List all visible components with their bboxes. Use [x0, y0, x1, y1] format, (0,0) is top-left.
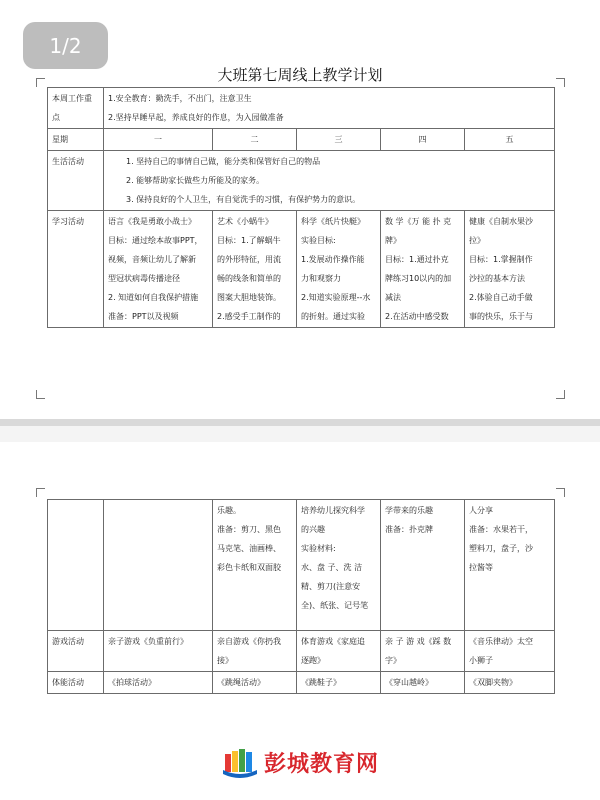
weekday-header-row — [48, 129, 555, 151]
game-line: 逐跑》 — [301, 656, 325, 665]
study-line: 艺术《小蜗牛》 — [217, 217, 273, 226]
study-cell-tue-cont — [213, 500, 297, 631]
life-activity-label: 生活活动 — [48, 151, 104, 211]
focus-line: 2.坚持早睡早起，养成良好的作息，为入园做准备 — [108, 113, 284, 122]
study-line: 沙拉的基本方法 — [469, 274, 525, 283]
study-line: 目标：1.通过扑克 — [385, 255, 449, 264]
study-activity-row-continued — [48, 500, 555, 631]
physical-activity-row — [48, 672, 555, 694]
study-line: 目标：1.了解蜗牛 — [217, 236, 281, 245]
focus-line: 1.安全教育：勤洗手，不出门，注意卫生 — [108, 94, 252, 103]
study-cell-thu — [381, 211, 465, 328]
game-line: 亲子游戏《负重前行》 — [108, 637, 188, 646]
physical-cell-fri: 《双脚夹物》 — [465, 672, 555, 694]
weekday-thu: 四 — [381, 129, 465, 151]
study-cell-tue — [213, 211, 297, 328]
study-cell-wed-cont — [297, 500, 381, 631]
study-line: 2.在活动中感受数 — [385, 312, 449, 321]
physical-cell-mon: 《拍球活动》 — [104, 672, 213, 694]
game-line: 体育游戏《家庭追 — [301, 637, 365, 646]
physical-cell-wed: 《跳鞋子》 — [297, 672, 381, 694]
study-line: 人分享 — [469, 506, 493, 515]
books-logo-icon — [222, 746, 258, 778]
game-cell-tue — [213, 631, 297, 672]
document-title: 大班第七周线上教学计划 — [217, 66, 383, 84]
weekday-fri: 五 — [465, 129, 555, 151]
life-line: 2. 能够帮助家长做些力所能及的家务。 — [126, 176, 265, 185]
page-indicator: 1/2 — [23, 22, 108, 69]
life-line: 1. 坚持自己的事情自己做，能分类和保管好自己的物品 — [126, 157, 321, 166]
plan-table-page-1 — [47, 87, 555, 328]
study-line: 目标：通过绘本故事PPT， — [108, 236, 203, 245]
game-line: 小狮子 — [469, 656, 493, 665]
study-line: 准备：扑克牌 — [385, 525, 433, 534]
page-separator — [0, 419, 600, 426]
study-line: 畅的线条和简单的 — [217, 274, 281, 283]
crop-mark — [36, 488, 45, 497]
study-line: 精、剪刀(注意安 — [301, 582, 361, 591]
study-cell-fri — [465, 211, 555, 328]
footer-logo — [222, 746, 379, 778]
game-cell-thu — [381, 631, 465, 672]
study-line: 的折射。通过实验 — [301, 312, 365, 321]
brand-name: 彭城教育网 — [264, 751, 380, 777]
study-line: 的外形特征，用流 — [217, 255, 281, 264]
game-line: 字》 — [385, 656, 401, 665]
physical-cell-tue: 《跳绳活动》 — [213, 672, 297, 694]
study-line: 牌练习10以内的加 — [385, 274, 452, 283]
study-line: 力和观察力 — [301, 274, 341, 283]
study-activity-row — [48, 211, 555, 328]
study-line: 1.发展动作操作能 — [301, 255, 365, 264]
study-line: 学带来的乐趣 — [385, 506, 433, 515]
study-line: 事的快乐，乐于与 — [469, 312, 533, 321]
game-cell-fri — [465, 631, 555, 672]
study-line: 彩色卡纸和双面胶 — [217, 563, 281, 572]
study-line: 科学《纸片快艇》 — [301, 217, 365, 226]
study-line: 图案大胆地装饰。 — [217, 293, 281, 302]
page-separator-shadow — [0, 426, 600, 442]
study-cell-wed — [297, 211, 381, 328]
study-line: 塑料刀，盘子，沙 — [469, 544, 533, 553]
game-activity-row — [48, 631, 555, 672]
weekday-wed: 三 — [297, 129, 381, 151]
life-line: 3. 保持良好的个人卫生，有自觉洗手的习惯，有保护势力的意识。 — [126, 195, 361, 204]
weekday-tue: 二 — [213, 129, 297, 151]
game-cell-mon — [104, 631, 213, 672]
study-line: 水、盘 子、洗 洁 — [301, 563, 363, 572]
physical-cell-thu: 《穿山越岭》 — [381, 672, 465, 694]
study-line: 全)、纸张、记号笔 — [301, 601, 369, 610]
study-line: 实验目标: — [301, 236, 336, 245]
study-line: 数 学《万 能 扑 克 — [385, 217, 452, 226]
game-line: 《音乐律动》太空 — [469, 637, 533, 646]
study-label-empty — [48, 500, 104, 631]
crop-mark — [556, 390, 565, 399]
game-line: 亲自游戏《你扔我 — [217, 637, 281, 646]
study-line: 实验材料: — [301, 544, 336, 553]
focus-label: 本周工作重点 — [48, 88, 104, 129]
study-line: 2. 知道如何自我保护措施 — [108, 293, 199, 302]
study-line: 拉》 — [469, 236, 485, 245]
life-activity-content — [104, 151, 555, 211]
study-line: 准备：PPT以及视频 — [108, 312, 179, 321]
study-line: 培养幼儿探究科学 — [301, 506, 365, 515]
game-line: 亲 子 游 戏《踩 数 — [385, 637, 452, 646]
study-line: 准备：水果若干， — [469, 525, 533, 534]
study-line: 拉酱等 — [469, 563, 493, 572]
game-activity-label: 游戏活动 — [48, 631, 104, 672]
study-line: 准备：剪刀、黑色 — [217, 525, 281, 534]
study-line: 型冠状病毒传播途径 — [108, 274, 180, 283]
game-line: 接》 — [217, 656, 233, 665]
study-line: 马克笔、油画棒、 — [217, 544, 281, 553]
study-line: 2.知道实验原理--水 — [301, 293, 371, 302]
study-cell-fri-cont — [465, 500, 555, 631]
study-activity-label: 学习活动 — [48, 211, 104, 328]
weekday-mon: 一 — [104, 129, 213, 151]
study-cell-mon-cont — [104, 500, 213, 631]
study-line: 乐趣。 — [217, 506, 241, 515]
study-line: 语言《我是勇敢小战士》 — [108, 217, 196, 226]
life-activity-row — [48, 151, 555, 211]
study-cell-thu-cont — [381, 500, 465, 631]
study-line: 视频，音频让幼儿了解新 — [108, 255, 196, 264]
focus-content — [104, 88, 555, 129]
study-line: 减法 — [385, 293, 401, 302]
game-cell-wed — [297, 631, 381, 672]
study-cell-mon — [104, 211, 213, 328]
physical-activity-label: 体能活动 — [48, 672, 104, 694]
crop-mark — [36, 390, 45, 399]
study-line: 2.体验自己动手做 — [469, 293, 533, 302]
study-line: 牌》 — [385, 236, 401, 245]
plan-table-page-2 — [47, 499, 555, 694]
study-line: 的兴趣 — [301, 525, 325, 534]
focus-row — [48, 88, 555, 129]
study-line: 目标：1.掌握制作 — [469, 255, 533, 264]
study-line: 2.感受手工制作的 — [217, 312, 281, 321]
weekday-label: 星期 — [48, 129, 104, 151]
crop-mark — [556, 488, 565, 497]
study-line: 健康《自制水果沙 — [469, 217, 533, 226]
